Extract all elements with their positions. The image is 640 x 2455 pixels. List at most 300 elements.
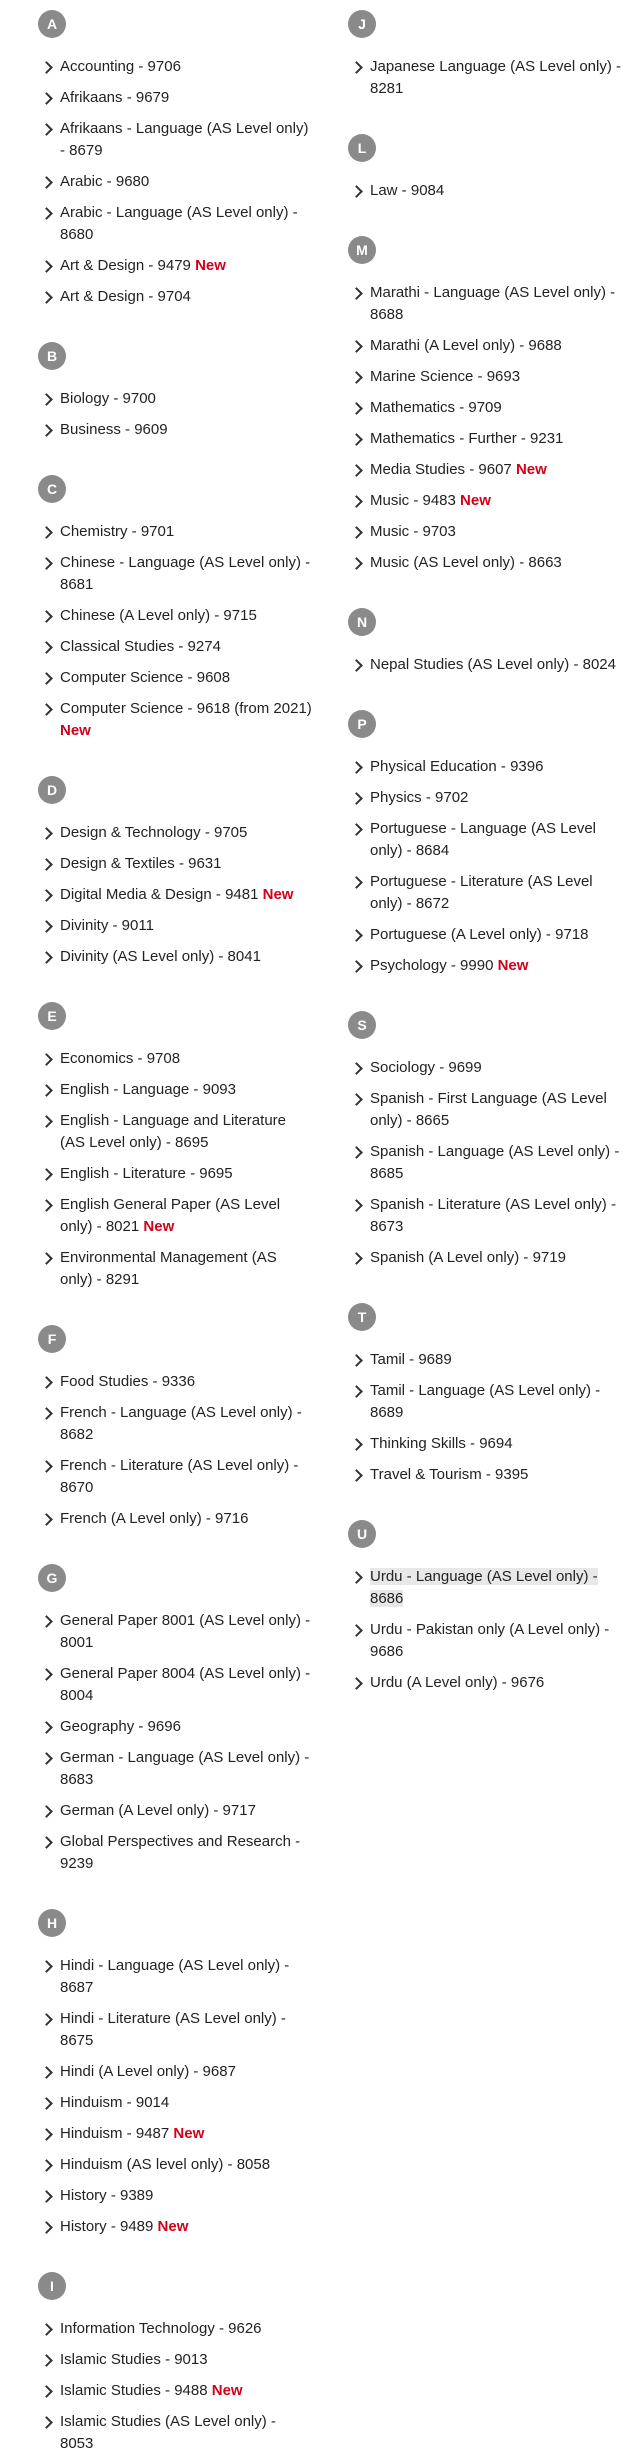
subject-link-german-a-level-only-9717[interactable]	[38, 1800, 320, 1822]
subject-name: General Paper 8004 (AS Level only) - 8004	[60, 1665, 311, 1704]
subject-link-marathi-a-level-only-9688[interactable]	[348, 335, 640, 357]
subject-name: Tamil - 9689	[370, 1351, 452, 1368]
chevron-right-icon	[40, 827, 53, 840]
chevron-right-icon	[350, 185, 363, 198]
subject-label	[60, 1163, 233, 1185]
chevron-right-icon	[40, 557, 53, 570]
subject-label	[60, 202, 312, 246]
new-badge: New	[60, 722, 91, 739]
subject-link-arabic-9680[interactable]	[38, 171, 320, 193]
subject-name: English - Language and Literature (AS Level only) - 8695	[60, 1112, 286, 1151]
subject-link-french-literature-as-level-only-8670[interactable]	[38, 1455, 320, 1499]
chevron-right-icon	[350, 1438, 363, 1451]
letter-badge-c: C	[38, 475, 66, 503]
subject-list-p	[348, 756, 640, 977]
subject-label	[60, 2349, 208, 2371]
subject-label	[370, 490, 491, 512]
subject-label	[60, 1110, 312, 1154]
chevron-right-icon	[350, 61, 363, 74]
subject-name: Hindi - Literature (AS Level only) - 8675	[60, 2010, 286, 2049]
new-badge: New	[157, 2218, 189, 2235]
subject-link-sociology-9699[interactable]	[348, 1057, 640, 1079]
subject-link-business-9609[interactable]	[38, 419, 320, 441]
chevron-right-icon	[40, 703, 53, 716]
chevron-right-icon	[350, 960, 363, 973]
subject-name: German - Language (AS Level only) - 8683	[60, 1749, 310, 1788]
subject-link-japanese-language-as-level-only-8281[interactable]	[348, 56, 640, 100]
chevron-right-icon	[350, 823, 363, 836]
new-badge: New	[262, 886, 294, 903]
subject-label	[60, 667, 230, 689]
subject-link-islamic-studies-9488[interactable]	[38, 2380, 320, 2402]
subject-name: Arabic - 9680	[60, 173, 150, 190]
subject-link-portuguese-a-level-only-9718[interactable]	[348, 924, 640, 946]
subject-link-law-9084[interactable]	[348, 180, 640, 202]
subject-name: Islamic Studies - 9488	[60, 2382, 208, 2399]
chevron-right-icon	[350, 526, 363, 539]
chevron-right-icon	[40, 1199, 53, 1212]
chevron-right-icon	[40, 61, 53, 74]
subject-link-classical-studies-9274[interactable]	[38, 636, 320, 658]
chevron-right-icon	[40, 672, 53, 685]
subject-name: Design & Technology - 9705	[60, 824, 248, 841]
letter-badge-i: I	[38, 2272, 66, 2300]
subject-link-biology-9700[interactable]	[38, 388, 320, 410]
chevron-right-icon	[350, 761, 363, 774]
chevron-right-icon	[350, 659, 363, 672]
subject-name: Marathi (A Level only) - 9688	[370, 337, 562, 354]
subject-label	[60, 552, 312, 596]
subject-label	[60, 636, 221, 658]
subject-name: Classical Studies - 9274	[60, 638, 221, 655]
subject-name: Media Studies - 9607	[370, 461, 512, 478]
subject-link-hindi-a-level-only-9687[interactable]	[38, 2061, 320, 2083]
subject-link-design-textiles-9631[interactable]	[38, 853, 320, 875]
subject-name: German (A Level only) - 9717	[60, 1802, 256, 1819]
subject-label	[60, 1610, 312, 1654]
subject-link-marine-science-9693[interactable]	[348, 366, 640, 388]
subject-name: Hinduism (AS level only) - 8058	[60, 2156, 271, 2173]
subject-link-spanish-a-level-only-9719[interactable]	[348, 1247, 640, 1269]
subject-link-music-9483[interactable]	[348, 490, 640, 512]
subject-label	[370, 1349, 452, 1371]
subject-name: Nepal Studies (AS Level only) - 8024	[370, 656, 616, 673]
subject-list-t	[348, 1349, 640, 1486]
subject-label	[60, 171, 149, 193]
subject-label	[60, 1747, 312, 1791]
subject-label	[370, 1566, 622, 1610]
subject-link-afrikaans-9679[interactable]	[38, 87, 320, 109]
chevron-right-icon	[40, 1407, 53, 1420]
letter-badge-s: S	[348, 1011, 376, 1039]
subject-label	[60, 2092, 169, 2114]
subject-list-b	[38, 388, 320, 441]
subject-label	[370, 1672, 544, 1694]
subject-link-english-general-paper-as-level-only-8021[interactable]	[38, 1194, 320, 1238]
subject-label	[60, 2185, 153, 2207]
chevron-right-icon	[40, 176, 53, 189]
subject-name: Spanish - Literature (AS Level only) - 8673	[370, 1196, 616, 1235]
subject-label	[370, 924, 588, 946]
subject-link-english-language-9093[interactable]	[38, 1079, 320, 1101]
chevron-right-icon	[40, 1376, 53, 1389]
subject-list-c	[38, 521, 320, 742]
subject-name: Japanese Language (AS Level only) - 8281	[370, 58, 622, 97]
chevron-right-icon	[40, 1460, 53, 1473]
subject-name: Marathi - Language (AS Level only) - 8688	[370, 284, 616, 323]
subject-label	[370, 1141, 622, 1185]
chevron-right-icon	[40, 2221, 53, 2234]
subject-name: French - Literature (AS Level only) - 8670	[60, 1457, 299, 1496]
subject-link-urdu-a-level-only-9676[interactable]	[348, 1672, 640, 1694]
subject-link-general-paper-8001-as-level-only-8001[interactable]	[38, 1610, 320, 1654]
subject-link-hinduism-9014[interactable]	[38, 2092, 320, 2114]
chevron-right-icon	[40, 1721, 53, 1734]
chevron-right-icon	[40, 1615, 53, 1628]
new-badge: New	[173, 2125, 205, 2142]
chevron-right-icon	[350, 557, 363, 570]
subject-name: English General Paper (AS Level only) - 8021	[60, 1196, 281, 1235]
subject-name: Portuguese - Language (AS Level only) - 8684	[370, 820, 596, 859]
subject-name: Travel & Tourism - 9395	[370, 1466, 529, 1483]
chevron-right-icon	[40, 889, 53, 902]
subject-link-tamil-language-as-level-only-8689[interactable]	[348, 1380, 640, 1424]
subject-name: Urdu - Language (AS Level only) - 8686	[370, 1568, 598, 1607]
subject-link-hinduism-9487[interactable]	[38, 2123, 320, 2145]
subject-name: Islamic Studies (AS Level only) - 8053	[60, 2413, 276, 2452]
chevron-right-icon	[40, 1752, 53, 1765]
subject-link-chemistry-9701[interactable]	[38, 521, 320, 543]
subject-link-environmental-management-as-only-8291[interactable]	[38, 1247, 320, 1291]
subject-list-n	[348, 654, 640, 676]
letter-badge-n: N	[348, 608, 376, 636]
subject-link-marathi-language-as-level-only-8688[interactable]	[348, 282, 640, 326]
chevron-right-icon	[350, 1093, 363, 1106]
subject-name: History - 9389	[60, 2187, 154, 2204]
chevron-right-icon	[40, 2013, 53, 2026]
chevron-right-icon	[40, 526, 53, 539]
letter-badge-t: T	[348, 1303, 376, 1331]
subject-list-g	[38, 1610, 320, 1875]
subject-label	[60, 1663, 312, 1707]
chevron-right-icon	[40, 2416, 53, 2429]
subject-label	[370, 1464, 528, 1486]
subject-link-design-technology-9705[interactable]	[38, 822, 320, 844]
new-badge: New	[211, 2382, 243, 2399]
subject-name: Physical Education - 9396	[370, 758, 544, 775]
subject-link-history-9489[interactable]	[38, 2216, 320, 2238]
subject-label	[60, 388, 156, 410]
subject-label	[370, 459, 547, 481]
subject-link-chinese-language-as-level-only-8681[interactable]	[38, 552, 320, 596]
letter-badge-h: H	[38, 1909, 66, 1937]
chevron-right-icon	[40, 641, 53, 654]
subject-label	[60, 87, 169, 109]
subject-label	[370, 521, 456, 543]
chevron-right-icon	[40, 393, 53, 406]
chevron-right-icon	[40, 1084, 53, 1097]
subject-name: Spanish - First Language (AS Level only) - 8665	[370, 1090, 607, 1129]
subject-link-food-studies-9336[interactable]	[38, 1371, 320, 1393]
left-column	[0, 0, 320, 2452]
subject-link-mathematics-further-9231[interactable]	[348, 428, 640, 450]
subject-list-i	[38, 2318, 320, 2455]
subject-list-a	[38, 56, 320, 308]
chevron-right-icon	[40, 2128, 53, 2141]
subject-name: English - Language - 9093	[60, 1081, 236, 1098]
subject-label	[60, 1955, 312, 1999]
chevron-right-icon	[40, 1836, 53, 1849]
chevron-right-icon	[350, 1146, 363, 1159]
letter-badge-u: U	[348, 1520, 376, 1548]
chevron-right-icon	[350, 1571, 363, 1584]
subject-label	[60, 1831, 312, 1875]
chevron-right-icon	[40, 92, 53, 105]
subject-link-french-a-level-only-9716[interactable]	[38, 1508, 320, 1530]
subject-label	[60, 946, 261, 968]
chevron-right-icon	[350, 1354, 363, 1367]
subject-link-travel-tourism-9395[interactable]	[348, 1464, 640, 1486]
subject-label	[370, 1380, 622, 1424]
subject-link-hindi-language-as-level-only-8687[interactable]	[38, 1955, 320, 1999]
subject-link-chinese-a-level-only-9715[interactable]	[38, 605, 320, 627]
chevron-right-icon	[40, 951, 53, 964]
subject-link-arabic-language-as-level-only-8680[interactable]	[38, 202, 320, 246]
chevron-right-icon	[40, 1115, 53, 1128]
subject-name: Music - 9483	[370, 492, 456, 509]
chevron-right-icon	[350, 876, 363, 889]
subject-link-islamic-studies-9013[interactable]	[38, 2349, 320, 2371]
subject-link-art-design-9479[interactable]	[38, 255, 320, 277]
letter-badge-m: M	[348, 236, 376, 264]
chevron-right-icon	[40, 920, 53, 933]
subject-link-hindi-literature-as-level-only-8675[interactable]	[38, 2008, 320, 2052]
subject-link-urdu-pakistan-only-a-level-only-9686[interactable]	[348, 1619, 640, 1663]
subject-link-economics-9708[interactable]	[38, 1048, 320, 1070]
subject-name: Design & Textiles - 9631	[60, 855, 222, 872]
chevron-right-icon	[40, 123, 53, 136]
subject-label	[60, 605, 257, 627]
subject-link-music-as-level-only-8663[interactable]	[348, 552, 640, 574]
chevron-right-icon	[350, 1624, 363, 1637]
subject-link-media-studies-9607[interactable]	[348, 459, 640, 481]
subject-link-afrikaans-language-as-level-only-8679[interactable]	[38, 118, 320, 162]
subject-link-portuguese-literature-as-level-only-8672[interactable]	[348, 871, 640, 915]
chevron-right-icon	[350, 287, 363, 300]
subject-link-spanish-first-language-as-level-only-8665[interactable]	[348, 1088, 640, 1132]
chevron-right-icon	[350, 1252, 363, 1265]
subject-label	[60, 1079, 236, 1101]
subject-label	[370, 56, 622, 100]
subject-name: Music - 9703	[370, 523, 456, 540]
subject-link-digital-media-design-9481[interactable]	[38, 884, 320, 906]
subject-label	[60, 2216, 188, 2238]
subject-link-computer-science-9608[interactable]	[38, 667, 320, 689]
subject-label	[370, 180, 444, 202]
subject-label	[370, 552, 562, 574]
chevron-right-icon	[350, 340, 363, 353]
subject-name: Urdu - Pakistan only (A Level only) - 9686	[370, 1621, 610, 1660]
subject-link-spanish-literature-as-level-only-8673[interactable]	[348, 1194, 640, 1238]
subject-link-art-design-9704[interactable]	[38, 286, 320, 308]
subject-name: Arabic - Language (AS Level only) - 8680	[60, 204, 298, 243]
subject-list-s	[348, 1057, 640, 1269]
subject-name: Spanish - Language (AS Level only) - 8685	[370, 1143, 620, 1182]
letter-badge-p: P	[348, 710, 376, 738]
subject-link-spanish-language-as-level-only-8685[interactable]	[348, 1141, 640, 1185]
subject-name: Economics - 9708	[60, 1050, 181, 1067]
subject-list-f	[38, 1371, 320, 1530]
subject-link-physics-9702[interactable]	[348, 787, 640, 809]
subject-label	[60, 884, 293, 906]
subject-name: Afrikaans - 9679	[60, 89, 170, 106]
subject-name: Art & Design - 9479	[60, 257, 191, 274]
subject-label	[60, 2154, 270, 2176]
subject-label	[60, 286, 191, 308]
chevron-right-icon	[350, 464, 363, 477]
chevron-right-icon	[350, 402, 363, 415]
subject-label	[370, 654, 616, 676]
subject-label	[60, 698, 312, 742]
subject-link-portuguese-language-as-level-only-8684[interactable]	[348, 818, 640, 862]
subject-link-physical-education-9396[interactable]	[348, 756, 640, 778]
subject-label	[60, 1048, 180, 1070]
subject-label	[60, 2008, 312, 2052]
subject-name: Marine Science - 9693	[370, 368, 521, 385]
subject-link-psychology-9990[interactable]	[348, 955, 640, 977]
subject-name: Art & Design - 9704	[60, 288, 191, 305]
subject-label	[60, 521, 174, 543]
subject-label	[60, 419, 168, 441]
subject-link-information-technology-9626[interactable]	[38, 2318, 320, 2340]
subject-name: Hindi (A Level only) - 9687	[60, 2063, 236, 2080]
chevron-right-icon	[40, 1805, 53, 1818]
subject-name: Chinese - Language (AS Level only) - 8681	[60, 554, 311, 593]
subject-label	[60, 2061, 236, 2083]
subject-link-history-9389[interactable]	[38, 2185, 320, 2207]
subject-name: Divinity - 9011	[60, 917, 154, 934]
chevron-right-icon	[40, 2190, 53, 2203]
subject-name: Global Perspectives and Research - 9239	[60, 1833, 301, 1872]
letter-badge-b: B	[38, 342, 66, 370]
subject-link-mathematics-9709[interactable]	[348, 397, 640, 419]
subject-link-thinking-skills-9694[interactable]	[348, 1433, 640, 1455]
chevron-right-icon	[350, 1677, 363, 1690]
letter-badge-d: D	[38, 776, 66, 804]
subject-name: Computer Science - 9608	[60, 669, 231, 686]
subject-label	[370, 1247, 566, 1269]
subject-name: Hindi - Language (AS Level only) - 8687	[60, 1957, 290, 1996]
subject-name: Biology - 9700	[60, 390, 156, 407]
subject-name: French - Language (AS Level only) - 8682	[60, 1404, 302, 1443]
subject-link-global-perspectives-and-research-9239[interactable]	[38, 1831, 320, 1875]
subject-label	[60, 255, 226, 277]
new-badge: New	[143, 1218, 175, 1235]
subject-label	[370, 756, 543, 778]
subject-link-accounting-9706[interactable]	[38, 56, 320, 78]
subject-label	[370, 282, 622, 326]
subject-link-english-language-and-literature-as-level-only-8695[interactable]	[38, 1110, 320, 1154]
chevron-right-icon	[350, 1385, 363, 1398]
subject-link-general-paper-8004-as-level-only-8004[interactable]	[38, 1663, 320, 1707]
subject-label	[60, 2380, 243, 2402]
subject-name: Geography - 9696	[60, 1718, 181, 1735]
subject-link-divinity-as-level-only-8041[interactable]	[38, 946, 320, 968]
subject-name: Hinduism - 9014	[60, 2094, 170, 2111]
subject-label	[60, 1800, 256, 1822]
subject-label	[370, 1194, 622, 1238]
subject-link-tamil-9689[interactable]	[348, 1349, 640, 1371]
chevron-right-icon	[40, 2066, 53, 2079]
subject-label	[370, 818, 622, 862]
new-badge: New	[460, 492, 491, 509]
chevron-right-icon	[40, 2097, 53, 2110]
subject-name: Computer Science - 9618 (from 2021)	[60, 700, 312, 717]
chevron-right-icon	[40, 260, 53, 273]
letter-badge-e: E	[38, 1002, 66, 1030]
subject-list-e	[38, 1048, 320, 1291]
subject-name: Digital Media & Design - 9481	[60, 886, 259, 903]
letter-badge-g: G	[38, 1564, 66, 1592]
chevron-right-icon	[40, 1252, 53, 1265]
subject-name: Afrikaans - Language (AS Level only) - 8679	[60, 120, 309, 159]
subject-name: Information Technology - 9626	[60, 2320, 262, 2337]
subject-label	[370, 366, 520, 388]
subject-link-music-9703[interactable]	[348, 521, 640, 543]
subject-name: Sociology - 9699	[370, 1059, 482, 1076]
subject-link-divinity-9011[interactable]	[38, 915, 320, 937]
subject-list-u	[348, 1566, 640, 1694]
subject-link-hinduism-as-level-only-8058[interactable]	[38, 2154, 320, 2176]
subject-list-l	[348, 180, 640, 202]
subject-name: English - Literature - 9695	[60, 1165, 233, 1182]
chevron-right-icon	[350, 792, 363, 805]
subject-label	[370, 1619, 622, 1663]
subject-label	[60, 1508, 248, 1530]
letter-badge-a: A	[38, 10, 66, 38]
subject-label	[60, 118, 312, 162]
subject-name: Business - 9609	[60, 421, 168, 438]
subject-name: Hinduism - 9487	[60, 2125, 170, 2142]
subject-list-h	[38, 1955, 320, 2238]
subject-label	[370, 787, 468, 809]
subject-label	[370, 871, 622, 915]
subject-name: Accounting - 9706	[60, 58, 181, 75]
subject-link-geography-9696[interactable]	[38, 1716, 320, 1738]
subject-link-french-language-as-level-only-8682[interactable]	[38, 1402, 320, 1446]
subject-label	[370, 428, 563, 450]
subject-link-urdu-language-as-level-only-8686[interactable]	[348, 1566, 640, 1610]
subject-link-computer-science-9618-from-2021[interactable]	[38, 698, 320, 742]
subject-label	[60, 915, 154, 937]
letter-badge-l: L	[348, 134, 376, 162]
chevron-right-icon	[350, 1469, 363, 1482]
subject-link-islamic-studies-as-level-only-8053[interactable]	[38, 2411, 320, 2455]
subject-link-english-literature-9695[interactable]	[38, 1163, 320, 1185]
chevron-right-icon	[350, 929, 363, 942]
subject-link-nepal-studies-as-level-only-8024[interactable]	[348, 654, 640, 676]
subject-name: Food Studies - 9336	[60, 1373, 196, 1390]
subject-name: Tamil - Language (AS Level only) - 8689	[370, 1382, 601, 1421]
subject-list-m	[348, 282, 640, 574]
subject-label	[370, 335, 562, 357]
subject-label	[60, 2123, 204, 2145]
right-column	[320, 0, 640, 2385]
subject-name: Environmental Management (AS only) - 8291	[60, 1249, 277, 1288]
subject-label	[60, 1194, 312, 1238]
subject-link-german-language-as-level-only-8683[interactable]	[38, 1747, 320, 1791]
subject-name: Mathematics - 9709	[370, 399, 502, 416]
